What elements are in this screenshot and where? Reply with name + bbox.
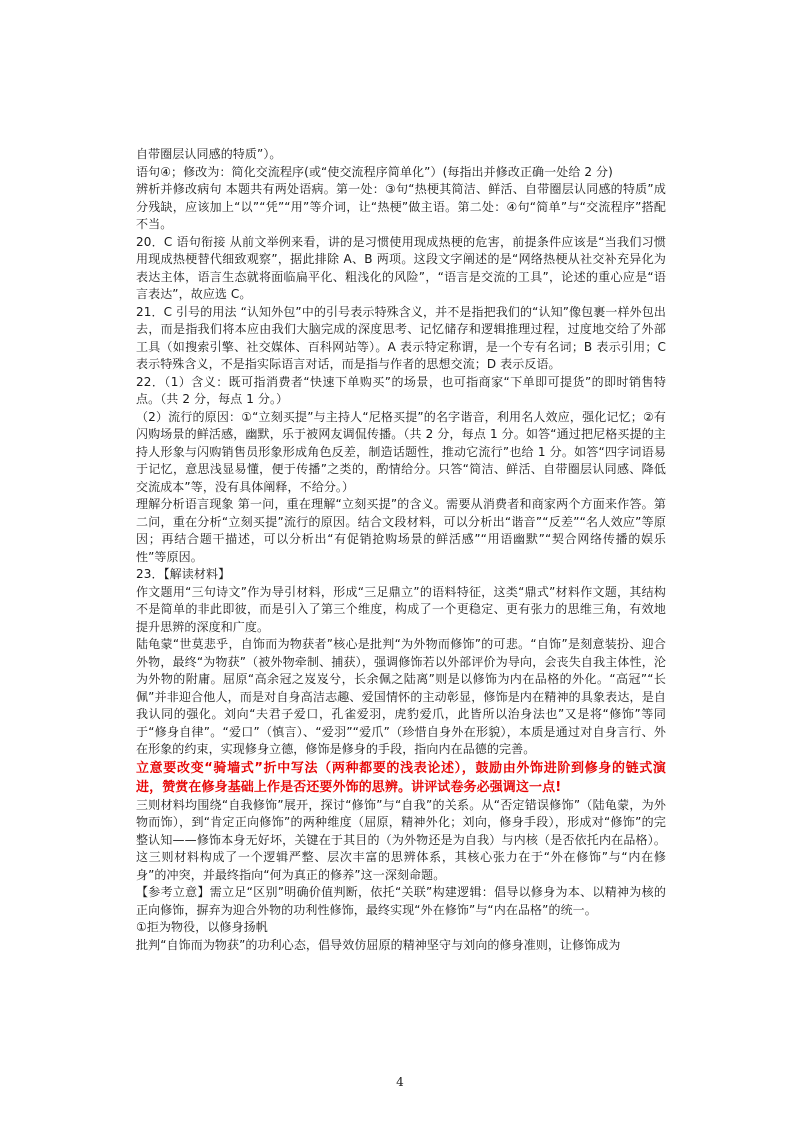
- paragraph: 批判“自饰而为物获”的功利心态，倡导效仿屈原的精神坚守与刘向的修身准则，让修饰成为: [136, 937, 621, 952]
- paragraph: 辨析并修改病句 本题共有两处语病。第一处：③句“热梗其简洁、鲜活、自带圈层认同感的特质”成分残缺，应该加上“以”“凭”“用”等介词，让“热梗”做主语。第二处：④句“简单”与“交流程序”搭配不当。: [136, 182, 666, 231]
- paragraph: 作文题用“三句诗文”作为导引材料，形成“三足鼎立”的语料特征，这类“鼎式”材料作文题，其结构不是简单的非此即彼，而是引入了第三个维度，构成了一个更稳定、更有张力的思维三角，有效地提升思辨的深度和广度。: [136, 584, 666, 634]
- paragraph: 【参考立意】需立足“区别”明确价值判断，依托“关联”构建逻辑：倡导以修身为本、以精神为核的正向修饰，摒弃为迎合外物的功利性修饰，最终实现“外在修饰”与“内在品格”的统一。: [136, 885, 666, 917]
- paragraph: 三则材料均围绕“自我修饰”展开，探讨“修饰”与“自我”的关系。从“否定错误修饰”（陆龟蒙，为外物而饰），到“肯定正向修饰”的两种维度（屈原，精神外化；刘向，修身手段），形成对“修饰”的完整认知——修饰本身无好坏，关键在于其目的（为外物还是为自我）与内核（是否依托内在品格）。这三则材料构成了一个逻辑严整、层次丰富的思辨体系，其核心张力在于“外在修饰”与“内在修身”的冲突，并最终指向“何为真正的修养”这一深刻命题。: [136, 797, 666, 882]
- paragraph: 22．（1）含义：既可指消费者“快速下单购买”的场景，也可指商家“下单即可提货”的即时销售特点。（共 2 分，每点 1 分。）: [136, 374, 666, 406]
- paragraph: 语句④；修改为：简化交流程序(或“使交流程序简单化”）(每指出并修改正确一处给 2 分): [136, 164, 613, 179]
- paragraph: 理解分析语言现象 第一问，重在理解“立刻买提”的含义。需要从消费者和商家两个方面来作答。第二问，重在分析“立刻买提”流行的原因。结合文段材料，可以分析出“谐音”“反差”“名人效应”等原因；再结合题干描述，可以分析出“有促销抢购场景的鲜活感”“用语幽默”“契合网络传播的娱乐性”等原因。: [136, 497, 666, 564]
- paragraph: 20．C 语句衔接 从前文举例来看，讲的是习惯使用现成热梗的危害，前提条件应该是“当我们习惯用现成热梗替代细致观察”，据此排除 A、B 两项。这段文字阐述的是“网络热梗从社交补充异化为表达主体，语言生态就将面临扁平化、粗浅化的风险”，“语言是交流的工具”，论述的重心应是“语言表达”，故应选 C。: [136, 234, 666, 301]
- section-heading: 23．【解读材料】: [136, 567, 231, 581]
- page-body: [136, 146, 666, 954]
- red-emphasis-note: 立意要改变“骑墙式”折中写法（两种都要的浅表论述），鼓励由外饰进阶到修身的链式演进，赞赏在修身基础上作是否还要外饰的思辨。讲评试卷务必强调这一点!: [136, 760, 666, 795]
- paragraph: 21．C 引号的用法 “认知外包”中的引号表示特殊含义，并不是指把我们的“认知”像包裹一样外包出去，而是指我们将本应由我们大脑完成的深度思考、记忆储存和逻辑推理过程，过度地交给了外部工具（如搜索引擎、社交媒体、百科网站等）。A 表示特定称谓，是一个专有名词；B 表示引用；C 表示特殊含义，不是指实际语言对话，而是指与作者的思想交流；D 表示反语。: [136, 304, 666, 371]
- page-number: 4: [396, 1075, 404, 1089]
- paragraph: 陆龟蒙“世莫悲乎，自饰而为物获者”核心是批判“为外物而修饰”的可悲。“自饰”是刻意装扮、迎合外物，最终“为物获”（被外物牵制、捕获），强调修饰若以外部评价为导向，会丧失自我主体性，沦为外物的附庸。屈原“高余冠之岌岌兮，长余佩之陆离”则是以修饰为内在品格的外化。“高冠”“长佩”并非迎合他人，而是对自身高洁志趣、爱国情怀的主动彰显，修饰是内在精神的具象表达，是自我认同的强化。刘向“夫君子爱口，孔雀爱羽，虎豹爱爪，此皆所以治身法也”又是将“修饰”等同于“修身自律”。“爱口”（慎言）、“爱羽”“爱爪”（珍惜自身外在形貌），本质是通过对自身言行、外在形象的约束，实现修身立德，修饰是修身的手段，指向内在品德的完善。: [136, 637, 666, 756]
- paragraph: 自带圈层认同感的特质”）。: [136, 147, 282, 161]
- paragraph: ①拒为物役，以修身扬帆: [136, 920, 268, 934]
- paragraph: （2）流行的原因：①“立刻买提”与主持人“尼格买提”的名字谐音，利用名人效应，强化记忆；②有闪购场景的鲜活感，幽默，乐于被网友调侃传播。（共 2 分，每点 1 分。如答“通过把尼格买提的主持人形象与闪购销售员形象形成角色反差，制造话题性，推动它流行”也给 1 分。如答“四字词语易于记忆，意思浅显易懂，便于传播”之类的，酌情给分。只答“简洁、鲜活、自带圈层认同感、降低交流成本”等，没有具体阐释，不给分。）: [136, 409, 666, 494]
